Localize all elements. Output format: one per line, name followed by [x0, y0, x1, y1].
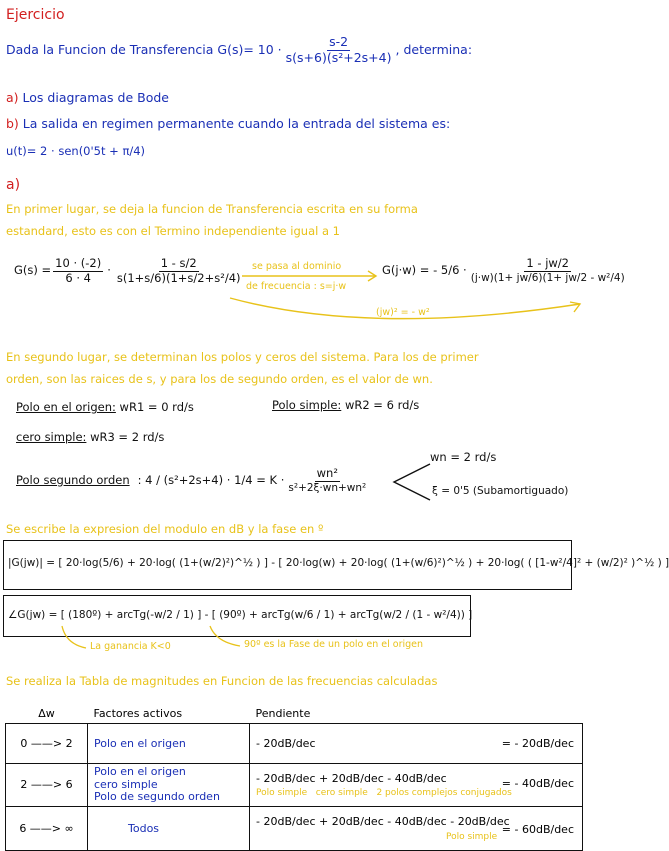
row1-result: = - 20dB/dec — [501, 737, 574, 750]
item-b-text: La salida en regimen permanente cuando la entrada del sistema es: — [22, 116, 451, 131]
transfer-numerator: s-2 — [329, 34, 349, 49]
gain-num: 10 · (-2) — [55, 256, 102, 270]
row1-factors: Polo en el origen — [88, 724, 250, 764]
intro-suffix: , determina: — [395, 41, 473, 57]
factor-num: 1 - s/2 — [160, 256, 197, 270]
gain-note: La ganancia K<0 — [90, 641, 171, 652]
second-order-num: wn² — [316, 466, 338, 480]
exercise-heading: Ejercicio — [6, 7, 65, 23]
jw-note: (jw)² = - w² — [376, 307, 430, 318]
row2-result: = - 40dB/dec — [501, 777, 574, 790]
gain-den: 6 · 4 — [65, 270, 91, 285]
input-signal: u(t)= 2 · sen(0'5t + π/4) — [6, 144, 146, 158]
gs-left: G(s) = — [14, 263, 52, 278]
factor-den: s(1+s/6)(1+s/2+s²/4) — [116, 270, 241, 285]
pole-origin — [16, 402, 194, 414]
table-header-row — [6, 703, 583, 724]
magnitudes-table — [5, 703, 583, 851]
part-a-marker: a) — [6, 177, 21, 193]
row2-note-pole: Polo simple — [256, 787, 308, 798]
item-a-marker: a) — [6, 90, 19, 105]
row3-slope: - 20dB/dec + 20dB/dec - 40dB/dec - 20dB/dec — [256, 814, 510, 828]
row3-factors: Todos — [88, 806, 250, 850]
row2-note-zero: cero simple — [315, 787, 368, 798]
item-a-text: Los diagramas de Bode — [22, 90, 169, 105]
header-factors: Factores activos — [88, 703, 250, 724]
row2-factors: Polo en el origen cero simple Polo de segundo orden — [88, 764, 250, 807]
gjw-den: (j·w)(1+ jw/6)(1+ jw/2 - w²/4) — [470, 271, 625, 284]
bode-intro: Se escribe la expresion del modulo en dB y la fase en º — [6, 522, 324, 536]
row2-slope: - 20dB/dec + 20dB/dec - 40dB/dec — [256, 771, 447, 785]
gjw-left: G(j·w) = - 5/6 · — [382, 262, 467, 277]
wn-value: wn = 2 rd/s — [430, 450, 497, 464]
row1-slope: - 20dB/dec — [256, 737, 316, 750]
simple-zero — [16, 432, 164, 444]
row1-slope-cell — [250, 724, 583, 764]
second-order-pole — [16, 468, 370, 493]
simple-zero-value: wR3 = 2 rd/s — [90, 430, 165, 444]
part-a-line1: En primer lugar, se deja la funcion de Transferencia escrita en su forma — [6, 202, 418, 216]
domain-note-bottom: de frecuencia : s=j·w — [246, 281, 347, 292]
domain-note-top: se pasa al dominio — [252, 261, 342, 272]
intro-prefix: Dada la Funcion de Transferencia G(s)= 10 · — [6, 41, 282, 57]
transfer-fraction — [284, 36, 394, 64]
table-intro: Se realiza la Tabla de magnitudes en Funcion de las frecuencias calculadas — [6, 674, 438, 688]
gjw-num: 1 - jw/2 — [526, 256, 569, 270]
factor-fraction — [115, 258, 243, 284]
magnitude-equation: |G(jw)| = [ 20·log(5/6) + 20·log( (1+(w/2)²)^½ ) ] - [ 20·log(w) + 20·log( (1+(w/6)²)^½ ) + 20·log( ( [1-w²/4]² + (w/2)² )^½ ) ] — [8, 557, 669, 569]
part-a-line2: estandard, esto es con el Termino independiente igual a 1 — [6, 224, 340, 238]
item-b — [6, 118, 450, 131]
row3-note: Polo simple — [446, 831, 498, 842]
simple-zero-label: cero simple: — [16, 430, 87, 444]
gs-equation: G(s) = $\frac{10 \cdot (-2)}{6 \cdot 4}$ · $\frac{1 - s/2}{\text{s(1+s/6)(1+s/2+s²/4)}}$ — [14, 256, 241, 285]
xi-value: ξ = 0'5 (Subamortiguado) — [432, 485, 569, 497]
gjw-fraction — [469, 258, 627, 283]
item-b-marker: b) — [6, 116, 19, 131]
row3-result: = - 60dB/dec — [501, 822, 574, 836]
row2-slope-cell — [250, 764, 583, 807]
table-row — [6, 806, 583, 850]
phase-equation: ∠G(jw) = [ (180º) + arcTg(-w/2 / 1) ] - [ (90º) + arcTg(w/6 / 1) + arcTg(w/2 / (1 - w²/4)) ] — [8, 609, 473, 621]
table-row — [6, 764, 583, 807]
branch-arrows — [390, 460, 434, 504]
pole-origin-value: wR1 = 0 rd/s — [119, 400, 194, 414]
intro-statement — [6, 36, 472, 64]
table-row — [6, 724, 583, 764]
row3-range: 6 ——> ∞ — [6, 806, 88, 850]
second-order-label: Polo segundo orden — [16, 472, 130, 487]
row1-range: 0 ——> 2 — [6, 724, 88, 764]
second-order-den: s²+2ξ·wn+wn² — [288, 481, 367, 494]
gain-fraction — [53, 258, 103, 284]
header-dw: Δw — [6, 703, 88, 724]
row2-note-complex: 2 polos complejos conjugados — [376, 787, 512, 798]
row3-slope-cell — [250, 806, 583, 850]
pole-origin-label: Polo en el origen: — [16, 400, 116, 414]
second-order-expr: : 4 / (s²+2s+4) · 1/4 = K · — [137, 472, 285, 487]
transfer-denominator: s(s+6)(s²+2s+4) — [285, 49, 392, 65]
poles-line1: En segundo lugar, se determinan los polos y ceros del sistema. Para los de primer — [6, 350, 479, 364]
simple-pole-value: wR2 = 6 rd/s — [344, 398, 420, 412]
second-order-fraction — [286, 468, 368, 493]
item-a — [6, 92, 169, 105]
row2-range: 2 ——> 6 — [6, 764, 88, 807]
simple-pole — [272, 400, 419, 412]
poles-line2: orden, son las raices de s, y para los de segundo orden, es el valor de wn. — [6, 372, 433, 386]
origin-phase-note: 90º es la Fase de un polo en el origen — [244, 639, 424, 650]
gjw-equation — [382, 258, 629, 283]
header-slope: Pendiente — [250, 703, 583, 724]
simple-pole-label: Polo simple: — [272, 398, 342, 412]
